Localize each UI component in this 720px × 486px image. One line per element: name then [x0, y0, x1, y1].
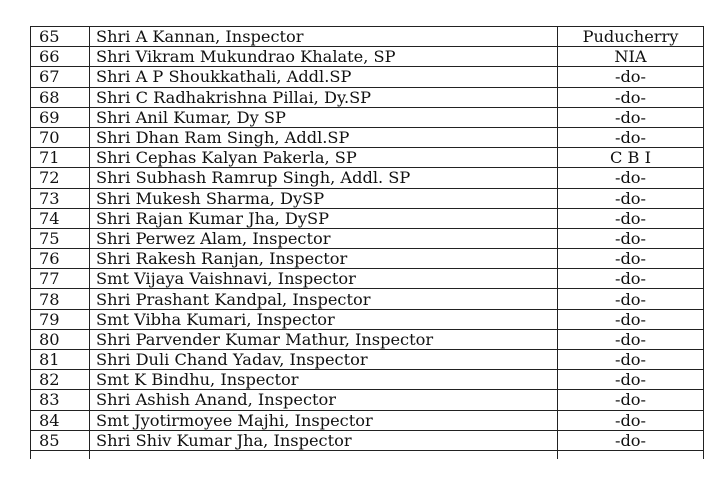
table-row	[31, 228, 704, 248]
serial-number-cell: 67	[31, 67, 90, 87]
table-row	[31, 168, 704, 188]
organisation-cell: -do-	[558, 67, 704, 87]
table-row-cutoff	[31, 450, 704, 459]
officer-name-cell: Shri Perwez Alam, Inspector	[90, 228, 558, 248]
table-row	[31, 309, 704, 329]
organisation-cell: -do-	[558, 228, 704, 248]
serial-number-cell: 77	[31, 269, 90, 289]
organisation-cell: -do-	[558, 329, 704, 349]
serial-number-cell: 83	[31, 390, 90, 410]
serial-number-cell: 70	[31, 127, 90, 147]
officer-name-cell: Shri Shiv Kumar Jha, Inspector	[90, 430, 558, 450]
organisation-cell: -do-	[558, 87, 704, 107]
officer-name-cell: Shri Rajan Kumar Jha, DySP	[90, 208, 558, 228]
serial-number-cell: 65	[31, 27, 90, 47]
serial-number-cell: 75	[31, 228, 90, 248]
serial-number-cell: 72	[31, 168, 90, 188]
serial-number-cell: 76	[31, 249, 90, 269]
empty-cell	[90, 450, 558, 459]
table-row	[31, 107, 704, 127]
officer-name-cell: Shri Anil Kumar, Dy SP	[90, 107, 558, 127]
officer-name-cell: Shri Duli Chand Yadav, Inspector	[90, 350, 558, 370]
organisation-cell: -do-	[558, 289, 704, 309]
serial-number-cell: 66	[31, 47, 90, 67]
table-row	[31, 67, 704, 87]
organisation-cell: -do-	[558, 188, 704, 208]
organisation-cell: -do-	[558, 309, 704, 329]
table-row	[31, 208, 704, 228]
table-row	[31, 289, 704, 309]
organisation-cell: -do-	[558, 249, 704, 269]
serial-number-cell: 78	[31, 289, 90, 309]
table-row	[31, 410, 704, 430]
officer-name-cell: Shri Vikram Mukundrao Khalate, SP	[90, 47, 558, 67]
table-row	[31, 329, 704, 349]
officer-name-cell: Smt Vijaya Vaishnavi, Inspector	[90, 269, 558, 289]
table-row	[31, 269, 704, 289]
officer-name-cell: Shri Mukesh Sharma, DySP	[90, 188, 558, 208]
officer-name-cell: Shri A P Shoukkathali, Addl.SP	[90, 67, 558, 87]
serial-number-cell: 74	[31, 208, 90, 228]
table-row	[31, 370, 704, 390]
organisation-cell: -do-	[558, 208, 704, 228]
serial-number-cell: 82	[31, 370, 90, 390]
table-row	[31, 390, 704, 410]
table-row	[31, 148, 704, 168]
table-row	[31, 87, 704, 107]
organisation-cell: Puducherry	[558, 27, 704, 47]
officer-name-cell: Shri Parvender Kumar Mathur, Inspector	[90, 329, 558, 349]
empty-cell	[558, 450, 704, 459]
table-row	[31, 430, 704, 450]
serial-number-cell: 69	[31, 107, 90, 127]
table-row	[31, 350, 704, 370]
officer-name-cell: Shri Prashant Kandpal, Inspector	[90, 289, 558, 309]
organisation-cell: -do-	[558, 370, 704, 390]
officer-name-cell: Smt K Bindhu, Inspector	[90, 370, 558, 390]
table-row	[31, 127, 704, 147]
serial-number-cell: 79	[31, 309, 90, 329]
organisation-cell: -do-	[558, 410, 704, 430]
serial-number-cell: 81	[31, 350, 90, 370]
table-row	[31, 47, 704, 67]
organisation-cell: -do-	[558, 107, 704, 127]
organisation-cell: NIA	[558, 47, 704, 67]
officer-name-cell: Shri Rakesh Ranjan, Inspector	[90, 249, 558, 269]
officer-name-cell: Shri C Radhakrishna Pillai, Dy.SP	[90, 87, 558, 107]
officer-name-cell: Shri Ashish Anand, Inspector	[90, 390, 558, 410]
organisation-cell: -do-	[558, 127, 704, 147]
table-row	[31, 188, 704, 208]
officer-name-cell: Shri Cephas Kalyan Pakerla, SP	[90, 148, 558, 168]
officer-name-cell: Shri Subhash Ramrup Singh, Addl. SP	[90, 168, 558, 188]
serial-number-cell: 80	[31, 329, 90, 349]
serial-number-cell: 71	[31, 148, 90, 168]
organisation-cell: -do-	[558, 430, 704, 450]
officer-list-body	[31, 27, 704, 459]
serial-number-cell: 85	[31, 430, 90, 450]
table-row	[31, 249, 704, 269]
organisation-cell: -do-	[558, 168, 704, 188]
officer-name-cell: Shri Dhan Ram Singh, Addl.SP	[90, 127, 558, 147]
organisation-cell: C B I	[558, 148, 704, 168]
organisation-cell: -do-	[558, 350, 704, 370]
officer-name-cell: Shri A Kannan, Inspector	[90, 27, 558, 47]
serial-number-cell: 84	[31, 410, 90, 430]
serial-number-cell: 68	[31, 87, 90, 107]
officer-list-table	[30, 26, 704, 459]
table-row	[31, 27, 704, 47]
serial-number-cell: 73	[31, 188, 90, 208]
officer-name-cell: Smt Jyotirmoyee Majhi, Inspector	[90, 410, 558, 430]
organisation-cell: -do-	[558, 390, 704, 410]
empty-cell	[31, 450, 90, 459]
organisation-cell: -do-	[558, 269, 704, 289]
officer-name-cell: Smt Vibha Kumari, Inspector	[90, 309, 558, 329]
